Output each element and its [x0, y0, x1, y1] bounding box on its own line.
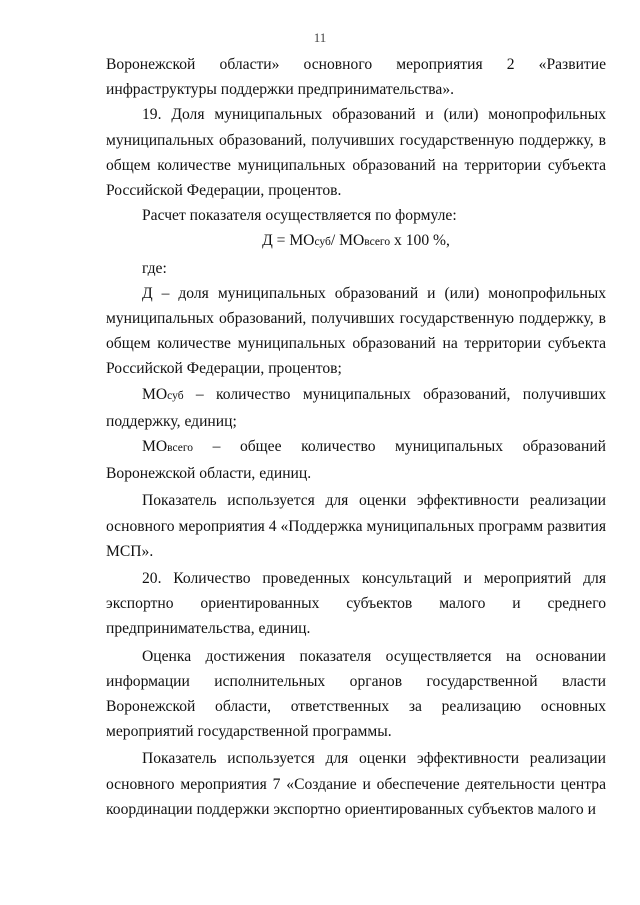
definition-mo-sub-text: – количество муниципальных образований, получивших поддержку, единиц;: [106, 385, 606, 430]
formula-sub-2: всего: [364, 236, 391, 249]
where-label: где:: [142, 259, 167, 277]
definition-mo-all-prefix: МО: [142, 438, 168, 456]
definition-mo-sub-prefix: МО: [142, 385, 168, 403]
document-body: [106, 52, 606, 822]
formula-rhs: х 100 %,: [390, 232, 450, 250]
formula-sub-1: суб: [314, 236, 331, 249]
definition-mo-sub-subscript: суб: [167, 389, 184, 402]
paragraph-continuation: Воронежской области» основного мероприятия 2 «Развитие инфраструктуры поддержки предпринимательства».: [106, 56, 606, 99]
definition-mo-sub: [106, 382, 606, 434]
formula-lhs: Д = МО: [262, 232, 315, 250]
definition-mo-all: [106, 434, 606, 486]
usage-paragraph-1: Показатель используется для оценки эффективности реализации основного мероприятия 4 «Поддержка муниципальных программ развития МСП».: [106, 492, 606, 560]
formula-mid: / МО: [330, 232, 365, 250]
formula: [106, 228, 606, 255]
formula-intro: Расчет показателя осуществляется по формуле:: [142, 207, 457, 225]
indicator-19-title: 19. Доля муниципальных образований и (или) монопрофильных муниципальных образований, получивших государственную поддержку, в общем количестве муниципальных образований на территории субъекта Российской Федерации, процентов.: [106, 106, 606, 200]
definition-mo-all-subscript: всего: [167, 442, 194, 455]
definition-d: Д – доля муниципальных образований и (или) монопрофильных муниципальных образований, получивших государственную поддержку, в общем количестве муниципальных образований на территории субъекта Российской Федерации, процентов;: [106, 284, 606, 378]
definition-mo-all-text: – общее количество муниципальных образований Воронежской области, единиц.: [106, 438, 606, 483]
page-number: 11: [313, 30, 327, 45]
assessment-paragraph: Оценка достижения показателя осуществляется на основании информации исполнительных органов государственной власти Воронежской области, ответственных за реализацию основных мероприятий государственной программы.: [106, 647, 606, 741]
indicator-20-title: 20. Количество проведенных консультаций и мероприятий для экспортно ориентированных субъектов малого и среднего предпринимательства, единиц.: [106, 570, 606, 638]
usage-paragraph-2: Показатель используется для оценки эффективности реализации основного мероприятия 7 «Создание и обеспечение деятельности центра координации поддержки экспортно ориентированных субъектов малого и: [106, 750, 606, 818]
